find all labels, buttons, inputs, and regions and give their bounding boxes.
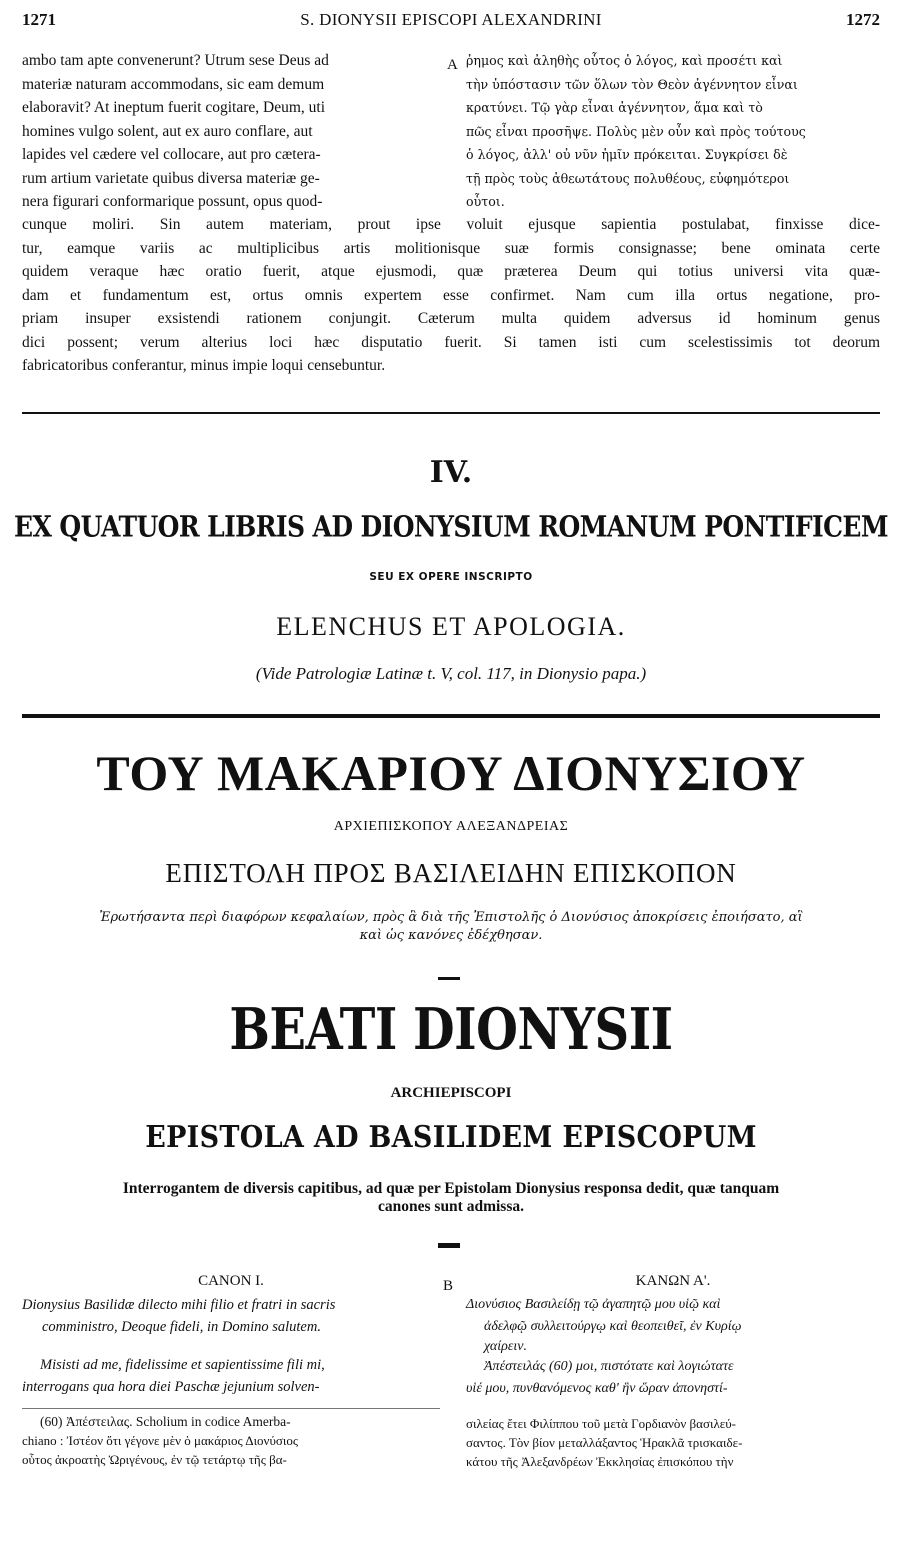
text-line: Διονύσιος Βασιλείδῃ τῷ ἀγαπητῷ μου υἱῷ καὶ (466, 1296, 721, 1312)
text-line: κρατύνει. Τῷ γὰρ εἶναι ἀγέννητον, ἅμα καὶ τὸ (466, 100, 763, 115)
text-line: τὴν ὑπόστασιν τῶν ὅλων τὸν Θεὸν ἀγέννητον εἶναι (466, 76, 798, 92)
text-line: Dionysius Basilidæ dilecto mihi filio et fratri in sacris (22, 1296, 336, 1313)
latin-description-line: canones sunt admissa. (378, 1198, 524, 1215)
text-line: tur, eamque variis ac multiplicibus artis molitionisque suæ formis consignasse; bene ominata certe (22, 239, 880, 257)
text-line: nera figurari conformarique possunt, opus quod- (22, 193, 323, 210)
section-title: EX QUATUOR LIBRIS AD DIONYSIUM ROMANUM PONTIFICEM (14, 509, 888, 544)
canon-greek-column (466, 1270, 880, 1471)
text-line: Ἀπέστειλάς (60) μοι, πιστότατε καὶ λογιώτατε (484, 1358, 734, 1374)
text-line: χαίρειν. (484, 1338, 527, 1354)
footnote-line: σιλείας ἔτει Φιλίππου τοῦ μετὰ Γορδιανὸν βασιλεύ- (466, 1415, 737, 1431)
greek-subtitle: ΑΡΧΙΕΠΙΣΚΟΠΟΥ ΑΛΕΞΑΝΔΡΕΙΑΣ (333, 819, 569, 834)
greek-description-line: Ἐρωτήσαντα περὶ διαφόρων κεφαλαίων, πρὸς ἃ διὰ τῆς Ἐπιστολῆς ὁ Διονύσιος ἀποκρίσεις ἐποιήσατο, αἳ (99, 910, 803, 925)
footnote-line: κάτου τῆς Ἀλεξανδρέων Ἐκκλησίας ἐπισκόπου τὴν (466, 1453, 734, 1469)
latin-description-line: Interrogantem de diversis capitibus, ad quæ per Epistolam Dionysius responsa dedit, quæ tanquam (122, 1180, 780, 1197)
latin-heading: EPISTOLA AD BASILIDEM EPISCOPUM (145, 1120, 757, 1155)
latin-subtitle: ARCHIEPISCOPI (390, 1085, 512, 1101)
section-numeral: IV. (429, 455, 473, 490)
margin-marker-a: A (447, 57, 458, 73)
section-divider (22, 412, 880, 414)
text-line: cunque moliri. Sin autem materiam, prout ipse voluit ejusque sapientia postulabat, finxisse dice- (22, 216, 880, 233)
canon-heading: ΚΑΝΩΝ Α'. (635, 1273, 711, 1289)
latin-full-width-paragraph (22, 213, 880, 378)
running-header (22, 10, 880, 36)
footnote-line: σαντος. Τὸν βίον μεταλλάξαντος Ἡρακλᾶ τρισκαιδε- (466, 1434, 743, 1450)
text-line: ambo tam apte convenerunt? Utrum sese Deus ad (22, 52, 329, 69)
text-line: rum artium varietate quibus diversa materiæ ge- (22, 169, 320, 187)
text-line: homines vulgo solent, aut ex auro conflare, aut (22, 122, 313, 140)
text-line: οὗτοι. (466, 194, 505, 209)
text-line: priam insuper exsistendi rationem conjungit. Cæterum multa quidem adversus id hominum genus (22, 310, 880, 327)
section-subtitle: SEU EX OPERE INSCRIPTO (369, 571, 533, 583)
page-number-left: 1271 (22, 10, 56, 29)
work-title: ELENCHUS ET APOLOGIA. (276, 612, 626, 641)
text-line: materiæ naturam accommodans, sic eam demum (22, 75, 325, 93)
page-number-right: 1272 (846, 10, 880, 29)
thick-divider (22, 714, 880, 718)
text-line: interrogans qua hora diei Paschæ jejunium solven- (22, 1378, 320, 1395)
footnote-line: (60) Ἀπέστειλας. Scholium in codice Amerba- (40, 1413, 291, 1429)
short-dash (438, 1243, 460, 1248)
text-line: dam et fundamentum est, ortus omnis expertem esse confirmet. Nam cum illa ortus negatione, pro- (22, 286, 880, 304)
text-line: fabricatoribus conferantur, minus impie loqui censebuntur. (22, 357, 386, 374)
canon-heading: CANON I. (198, 1273, 264, 1289)
reference-note: (Vide Patrologiæ Latinæ t. V, col. 117, in Dionysio papa.) (255, 664, 647, 683)
footnote-line: chiano : Ἰστέον ὅτι γέγονε μὲν ὁ μακάριος Διονύσιος (22, 1432, 299, 1448)
text-line: ἀδελφῷ συλλειτούργῳ καὶ θεοπειθεῖ, ἐν Κυρίῳ (484, 1318, 742, 1334)
text-line: quidem veraque hæc oratio fuerit, atque ejusmodi, quæ præterea Deum qui totius universi vita quæ- (22, 263, 880, 280)
text-line: υἱέ μου, πυνθανόμενος καθ' ἣν ὥραν ἀπονηστί- (466, 1380, 728, 1396)
greek-title: ΤΟΥ ΜΑΚΑΡΙΟΥ ΔΙΟΝΥΣΙΟΥ (96, 745, 806, 801)
greek-column-top (466, 49, 880, 214)
greek-description-line: καὶ ὡς κανόνες ἐδέχθησαν. (359, 928, 543, 943)
text-line: τῇ πρὸς τοὺς ἀθεωτάτους πολυθέους, εὐφημότεροι (466, 170, 790, 186)
text-line: πῶς εἶναι προσῆψε. Πολὺς μὲν οὖν καὶ πρὸς τούτους (466, 123, 806, 139)
text-line: dici possent; verum alterius loci hæc disputatio fuerit. Si tamen isti cum scelestissimis tot deorum (22, 333, 880, 351)
text-line: elaboravit? At ineptum fuerit cogitare, Deum, uti (22, 99, 326, 116)
text-line: ῤημος καὶ ἀληθὴς οὗτος ὁ λόγος, καὶ προσέτι καὶ (466, 53, 783, 68)
text-line: Misisti ad me, fidelissime et sapientissime fili mi, (40, 1356, 325, 1373)
running-title: S. DIONYSII EPISCOPI ALEXANDRINI (300, 10, 602, 29)
greek-heading: ΕΠΙΣΤΟΛΗ ΠΡΟΣ ΒΑΣΙΛΕΙΔΗΝ ΕΠΙΣΚΟΠΟΝ (165, 858, 737, 888)
latin-column-top (22, 49, 440, 214)
short-dash (438, 977, 460, 980)
footnote-line: οὗτος ἀκροατὴς Ὠριγένους, ἐν τῷ τετάρτῳ τῆς βα- (22, 1451, 287, 1467)
text-line: lapides vel cædere vel collocare, aut pro cætera- (22, 146, 321, 163)
footnote-separator (22, 1408, 440, 1409)
latin-title: BEATI DIONYSII (229, 996, 673, 1064)
text-line: ὁ λόγος, ἀλλ' οὐ νῦν ἡμῖν πρόκειται. Συγκρίσει δὲ (466, 147, 788, 162)
margin-marker-b: B (443, 1278, 454, 1294)
text-line: comministro, Deoque fideli, in Domino salutem. (42, 1318, 321, 1335)
canon-latin-column (22, 1270, 440, 1469)
